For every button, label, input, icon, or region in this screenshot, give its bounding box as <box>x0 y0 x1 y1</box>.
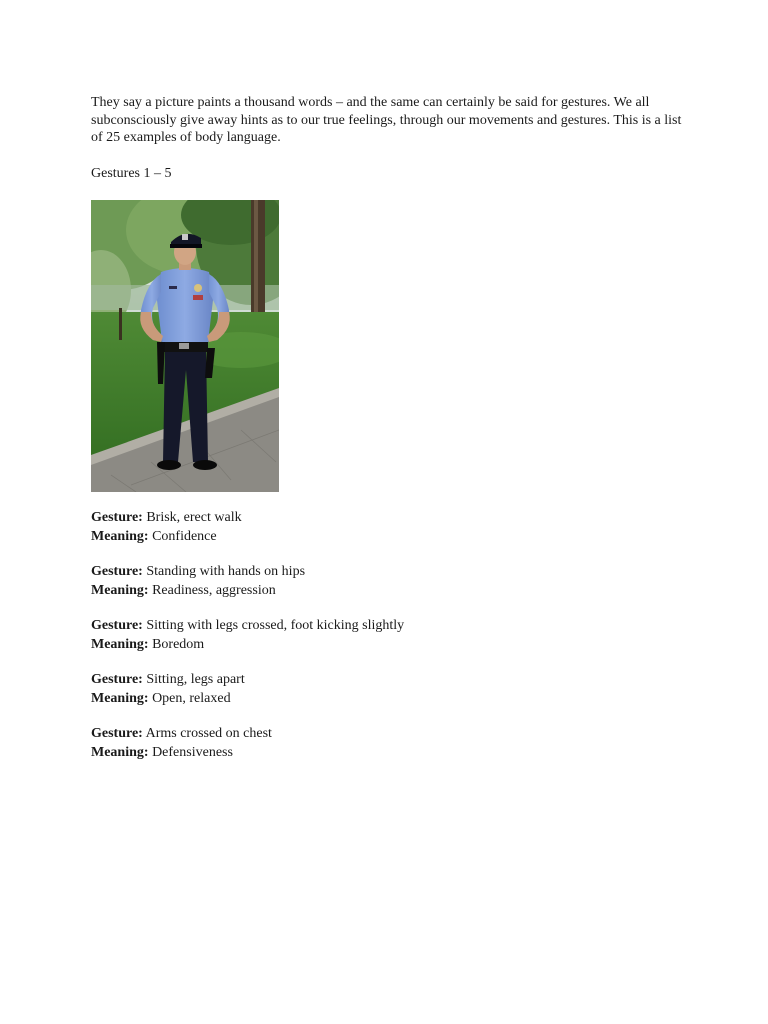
meaning-label: Meaning: <box>91 690 149 706</box>
meaning-text: Boredom <box>152 636 205 652</box>
gesture-line <box>91 671 691 690</box>
meaning-line <box>91 744 691 763</box>
gesture-entry <box>91 725 691 779</box>
gesture-text: Sitting with legs crossed, foot kicking slightly <box>146 618 405 633</box>
gesture-text: Sitting, legs apart <box>146 672 245 687</box>
gesture-line <box>91 563 691 582</box>
gesture-entry <box>91 617 691 671</box>
meaning-label: Meaning: <box>91 744 149 760</box>
meaning-line <box>91 690 691 709</box>
gesture-label: Gesture: <box>91 564 143 579</box>
gesture-line <box>91 617 691 636</box>
meaning-label: Meaning: <box>91 528 149 544</box>
gesture-text: Standing with hands on hips <box>146 564 306 579</box>
police-officer-photo <box>91 200 279 492</box>
meaning-text: Open, relaxed <box>152 690 231 706</box>
gesture-label: Gesture: <box>91 672 143 687</box>
gesture-line <box>91 725 691 744</box>
meaning-text: Defensiveness <box>152 744 233 760</box>
gesture-entry <box>91 563 691 617</box>
gesture-text: Brisk, erect walk <box>146 510 242 525</box>
gesture-text: Arms crossed on chest <box>145 726 272 741</box>
meaning-text: Confidence <box>152 528 217 544</box>
gesture-entry <box>91 671 691 725</box>
meaning-label: Meaning: <box>91 582 149 598</box>
gesture-label: Gesture: <box>91 726 143 741</box>
gesture-line <box>91 509 691 528</box>
gesture-entry <box>91 509 691 563</box>
meaning-text: Readiness, aggression <box>152 582 276 598</box>
meaning-label: Meaning: <box>91 636 149 652</box>
gesture-list <box>91 509 691 779</box>
meaning-line <box>91 582 691 601</box>
meaning-line <box>91 528 691 547</box>
gesture-label: Gesture: <box>91 510 143 525</box>
intro-paragraph: They say a picture paints a thousand words – and the same can certainly be said for gestures. We all subconsciously give away hints as to our true feelings, through our movements and gestures. This is a list of 25 examples of body language. <box>91 95 682 145</box>
meaning-line <box>91 636 691 655</box>
section-heading: Gestures 1 – 5 <box>91 166 172 181</box>
gesture-label: Gesture: <box>91 618 143 633</box>
